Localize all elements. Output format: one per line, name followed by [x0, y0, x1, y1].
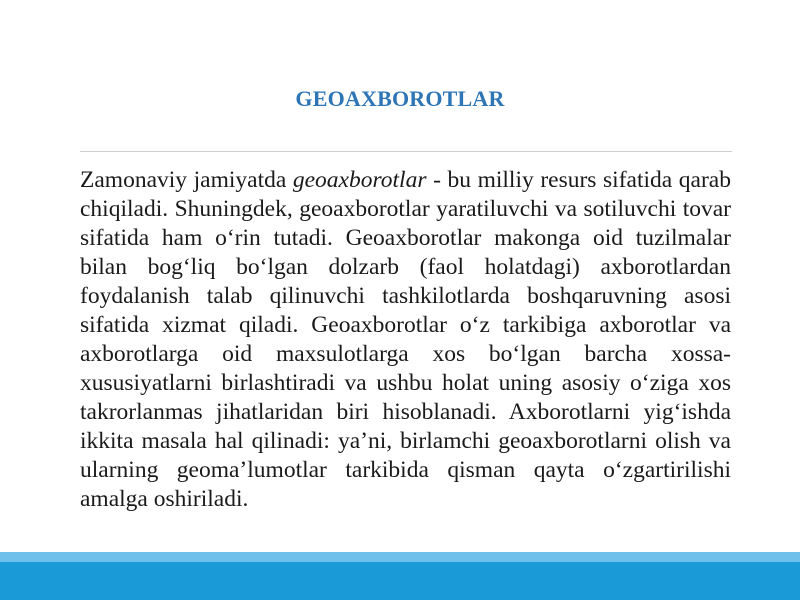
body-emphasis: geoaxborotlar [292, 167, 427, 193]
title-divider [80, 151, 732, 152]
slide-title: GEOAXBOROTLAR [295, 86, 505, 111]
body-intro: Zamonaviy jamiyatda [80, 167, 293, 193]
slide-body-text [80, 166, 731, 514]
body-rest: - bu milliy resurs sifatida qarab chiqiladi. Shuningdek, geoaxborotlar yaratiluvchi va sotiluvchi tovar sifatida ham o‘rin tutadi. Geoaxborotlar makonga oid tuzilmalar bilan bog‘liq bo‘lgan dolzarb (faol holatdagi) axborotlardan foydalanish talab qilinuvchi tashkilotlarda boshqaruvning asosi sifatida xizmat qiladi. Geoaxborotlar o‘z tarkibiga axborotlar va axborotlarga oid maxsulotlarga xos bo‘lgan barcha xossa-xususiyatlarni birlashtiradi va ushbu holat uning asosiy o‘ziga xos takrorlanmas jihatlaridan biri hisoblanadi. Axborotlarni yig‘ishda ikkita masala hal qilinadi: ya’ni, birlamchi geoaxborotlarni olish va ularning geoma’lumotlar tarkibida qisman qayta o‘zgartirilishi amalga oshiriladi. [80, 167, 731, 512]
footer-band-dark [0, 562, 800, 600]
footer-band-light [0, 552, 800, 562]
